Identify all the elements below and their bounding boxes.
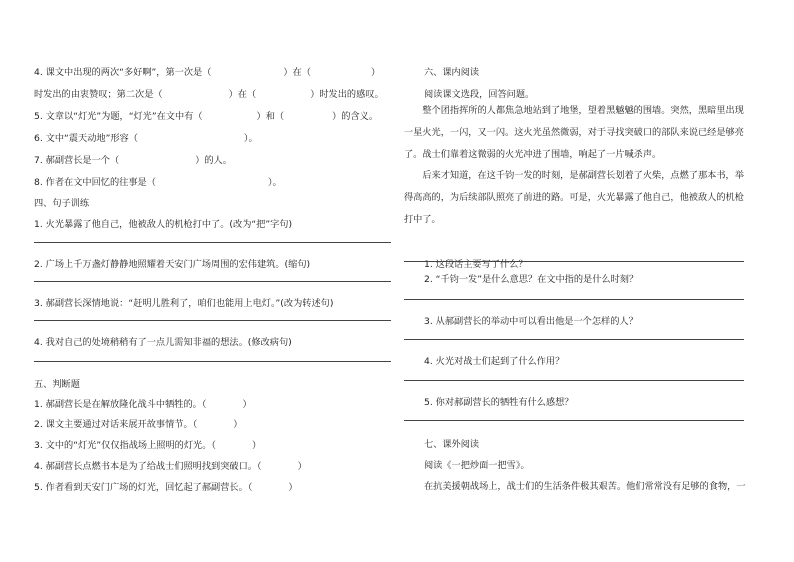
passage-line: 得高高的，为后续部队照亮了前进的路。可是，火光暴露了他自己，他被敌人的机枪 bbox=[404, 192, 744, 204]
j2-text: 2. 课文主要通过对话来展开故事情节。（ bbox=[34, 419, 198, 430]
passage-line: 打中了。 bbox=[404, 213, 441, 225]
extra-reading-title: 阅读《一把炒面一把雪》。 bbox=[424, 460, 530, 471]
reading-passage bbox=[404, 100, 744, 231]
reading-question-1: 1. 这段话主要写了什么？ bbox=[424, 259, 528, 270]
j4-close: ） bbox=[297, 461, 307, 472]
reading-question-5: 5. 你对郝副营长的牺牲有什么感想？ bbox=[424, 397, 574, 408]
question-4-line1 bbox=[34, 67, 380, 79]
answer-line-r5[interactable] bbox=[404, 420, 744, 421]
answer-line-s1[interactable] bbox=[34, 242, 391, 243]
q7-text-b: ）的人。 bbox=[195, 155, 232, 166]
reading-question-2: 2. “千钧一发”是什么意思？在文中指的是什么时刻？ bbox=[424, 274, 639, 285]
q6-text-b: ）。 bbox=[243, 133, 258, 144]
answer-line-s3[interactable] bbox=[34, 320, 391, 321]
q5-text-a: 5. 文章以“灯光”为题，“灯光”在文中有（ bbox=[34, 111, 203, 122]
q4-text-b: ）在（ bbox=[283, 67, 311, 78]
q8-text-b: ）。 bbox=[267, 177, 282, 188]
sentence-task-4: 4. 我对自己的处境稍稍有了一点儿需知非福的想法。(修改病句) bbox=[34, 337, 292, 348]
reading-instruction: 阅读课文选段，回答问题。 bbox=[424, 89, 535, 100]
passage-line: 了。战士们靠着这微弱的火光冲进了围墙，响起了一片喊杀声。 bbox=[404, 148, 662, 160]
question-4-line2 bbox=[34, 89, 384, 101]
answer-line-r1[interactable] bbox=[404, 261, 744, 262]
answer-line-r2[interactable] bbox=[404, 299, 744, 300]
answer-line-r3[interactable] bbox=[404, 339, 744, 340]
q7-text-a: 7. 郝副营长是一个（ bbox=[34, 155, 120, 166]
q4-text-c: ） bbox=[370, 67, 381, 78]
section-7-title: 七、课外阅读 bbox=[424, 439, 480, 450]
section-5-title: 五、判断题 bbox=[34, 379, 80, 390]
judge-2 bbox=[34, 419, 242, 431]
judge-3 bbox=[34, 440, 261, 452]
judge-4 bbox=[34, 461, 307, 473]
extra-reading-line: 在抗美援朝战场上，战士们的生活条件极其艰苦。他们常常没有足够的食物，一 bbox=[424, 481, 746, 492]
passage-line: 一星火光，一闪，又一闪。这火光虽然微弱，对于寻找突破口的部队来说已经是够亮 bbox=[404, 126, 744, 138]
passage-line: 后来才知道，在这千钧一发的时刻，是郝副营长划着了火柴，点燃了那本书，举 bbox=[404, 170, 744, 182]
j4-text: 4. 郝副营长点燃书本是为了给战士们照明找到突破口。（ bbox=[34, 461, 262, 472]
q4-text-e: ）在（ bbox=[228, 89, 257, 100]
q5-text-c: ）的含义。 bbox=[332, 111, 379, 122]
j2-close: ） bbox=[233, 419, 243, 430]
passage-line: 整个团指挥所的人都焦急地站到了地堡，望着黑魆魆的围墙。突然，黑暗里出现 bbox=[404, 105, 744, 116]
judge-1 bbox=[34, 399, 252, 411]
reading-question-4: 4. 火光对战士们起到了什么作用？ bbox=[424, 356, 565, 367]
j1-close: ） bbox=[242, 399, 252, 410]
answer-line-s4[interactable] bbox=[34, 361, 391, 362]
answer-line-r4[interactable] bbox=[404, 380, 744, 381]
sentence-task-3: 3. 郝副营长深情地说：“赶明儿胜利了，咱们也能用上电灯。”(改为转述句) bbox=[34, 298, 334, 309]
j3-text: 3. 文中的“灯光”仅仅指战场上照明的灯光。（ bbox=[34, 440, 216, 451]
q4-text-a: 4. 课文中出现的两次“多好啊”，第一次是（ bbox=[34, 67, 212, 78]
q4-text-d: 时发出的由衷赞叹；第二次是（ bbox=[34, 89, 163, 100]
j5-text: 5. 作者看到天安门广场的灯光，回忆起了郝副营长。（ bbox=[34, 482, 253, 493]
reading-question-3: 3. 从郝副营长的举动中可以看出他是一个怎样的人？ bbox=[424, 316, 638, 327]
judge-5 bbox=[34, 482, 298, 494]
j3-close: ） bbox=[251, 440, 262, 451]
section-4-title: 四、句子训练 bbox=[34, 198, 90, 209]
section-6-title: 六、课内阅读 bbox=[424, 67, 480, 78]
question-6 bbox=[34, 133, 258, 145]
q4-text-f: ）时发出的感叹。 bbox=[310, 89, 384, 100]
question-5 bbox=[34, 111, 378, 123]
sentence-task-2: 2. 广场上千万盏灯静静地照耀着天安门广场周围的宏伟建筑。(缩句) bbox=[34, 259, 311, 270]
j5-close: ） bbox=[288, 482, 298, 493]
j1-text: 1. 郝副营长是在解放隆化战斗中牺牲的。（ bbox=[34, 399, 207, 410]
question-7 bbox=[34, 155, 232, 167]
answer-line-s2[interactable] bbox=[34, 281, 391, 282]
q6-text-a: 6. 文中“震天动地”形容（ bbox=[34, 133, 138, 144]
question-8 bbox=[34, 177, 282, 189]
q8-text-a: 8. 作者在文中回忆的往事是（ bbox=[34, 177, 156, 188]
q5-text-b: ）和（ bbox=[256, 111, 285, 122]
sentence-task-1: 1. 火光暴露了他自己，他被敌人的机枪打中了。(改为“把”字句) bbox=[34, 219, 293, 230]
